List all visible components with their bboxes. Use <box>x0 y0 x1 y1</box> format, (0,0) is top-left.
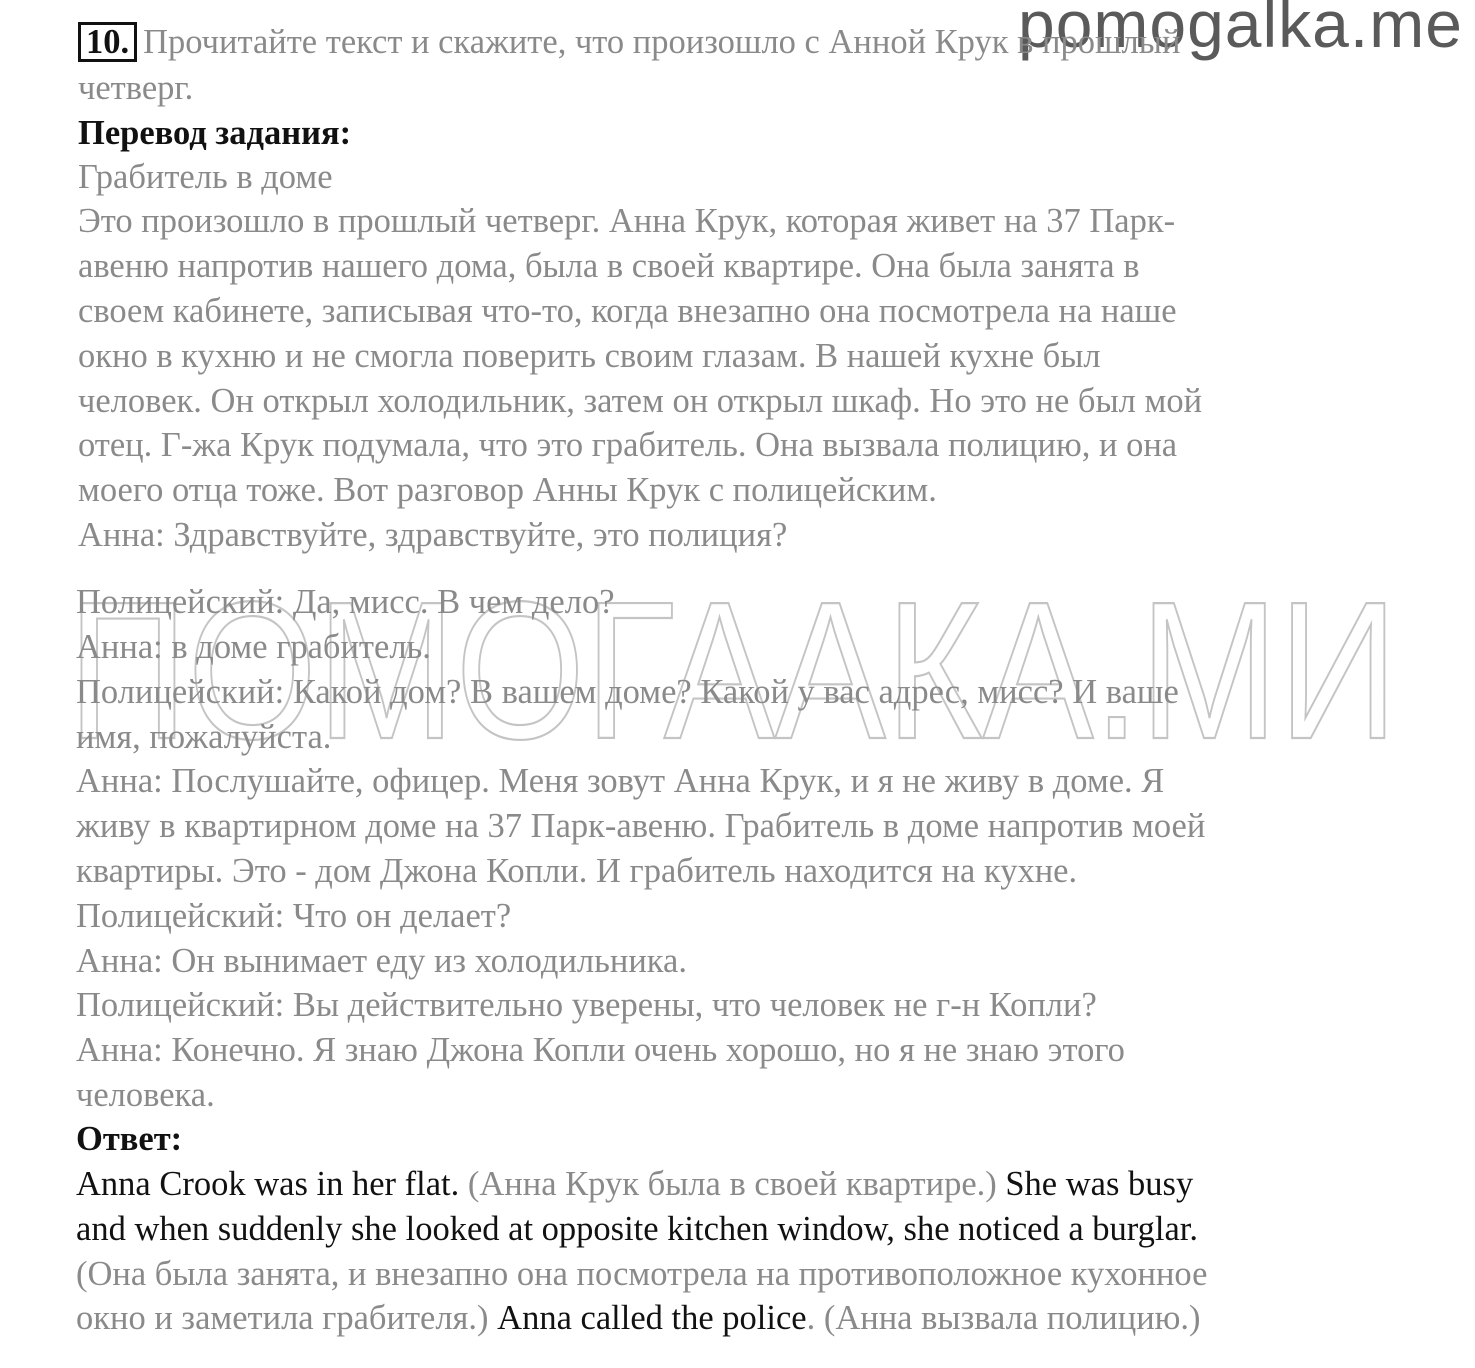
dialogue-line: Анна: Конечно. Я знаю Джона Копли очень хорошо, но я не знаю этого <box>76 1031 1125 1069</box>
site-logo: pomogalka.me <box>1018 0 1463 61</box>
task-text-1: Прочитайте текст и скажите, что произошло с Анной Крук в прошлый <box>143 23 1181 61</box>
translation-line: Это произошло в прошлый четверг. Анна Крук, которая живет на 37 Парк- <box>78 202 1176 240</box>
answer-line-1 <box>76 1162 1193 1206</box>
answer-ru: окно и заметила грабителя.) <box>76 1299 498 1337</box>
answer-en: Anna called the police <box>497 1299 807 1337</box>
answer-heading: Ответ: <box>76 1120 183 1158</box>
dialogue-line: Полицейский: Что он делает? <box>76 897 512 935</box>
dialogue-line: квартиры. Это - дом Джона Копли. И грабитель находится на кухне. <box>76 852 1078 890</box>
dialogue-line: Анна: в доме грабитель. <box>76 628 431 666</box>
answer-line-2: and when suddenly she looked at opposite kitchen window, she noticed a burglar. <box>76 1210 1198 1248</box>
translation-heading: Перевод задания: <box>78 114 352 152</box>
answer-line-4 <box>76 1296 1201 1340</box>
dialogue-line: Полицейский: Да, мисс. В чем дело? <box>76 583 615 621</box>
answer-ru: (Анна Крук была в своей квартире.) <box>459 1165 1006 1203</box>
answer-en: She was busy <box>1005 1165 1194 1203</box>
task-line-1 <box>78 20 1180 64</box>
dialogue-line: Полицейский: Какой дом? В вашем доме? Какой у вас адрес, мисс? И ваше <box>76 673 1179 711</box>
translation-line: Грабитель в доме <box>78 158 333 196</box>
dialogue-line: живу в квартирном доме на 37 Парк-авеню. Грабитель в доме напротив моей <box>76 807 1206 845</box>
dialogue-line: человека. <box>76 1076 215 1114</box>
answer-ru: . (Анна вызвала полицию.) <box>806 1299 1201 1337</box>
translation-line: отец. Г-жа Крук подумала, что это грабитель. Она вызвала полицию, и она <box>78 426 1178 464</box>
dialogue-line: Анна: Послушайте, офицер. Меня зовут Анна Крук, и я не живу в доме. Я <box>76 762 1165 800</box>
dialogue-line: Анна: Он вынимает еду из холодильника. <box>76 942 687 980</box>
translation-line: окно в кухню и не смогла поверить своим глазам. В нашей кухне был <box>78 337 1101 375</box>
translation-line: Анна: Здравствуйте, здравствуйте, это полиция? <box>78 516 788 554</box>
task-line-2: четверг. <box>78 69 194 107</box>
translation-line: авеню напротив нашего дома, была в своей квартире. Она была занята в <box>78 247 1140 285</box>
watermark-text: ПОМОГААКА.МИ <box>68 590 1398 760</box>
answer-en: Anna Crook was in her flat. <box>76 1165 460 1203</box>
dialogue-line: имя, пожалуйста. <box>76 718 332 756</box>
answer-line-3: (Она была занята, и внезапно она посмотрела на противоположное кухонное <box>76 1255 1208 1293</box>
translation-line: человек. Он открыл холодильник, затем он открыл шкаф. Но это не был мой <box>78 382 1203 420</box>
dialogue-line: Полицейский: Вы действительно уверены, что человек не г-н Копли? <box>76 986 1097 1024</box>
task-number: 10. <box>78 22 137 62</box>
translation-line: моего отца тоже. Вот разговор Анны Крук с полицейским. <box>78 471 937 509</box>
translation-line: своем кабинете, записывая что-то, когда внезапно она посмотрела на наше <box>78 292 1177 330</box>
